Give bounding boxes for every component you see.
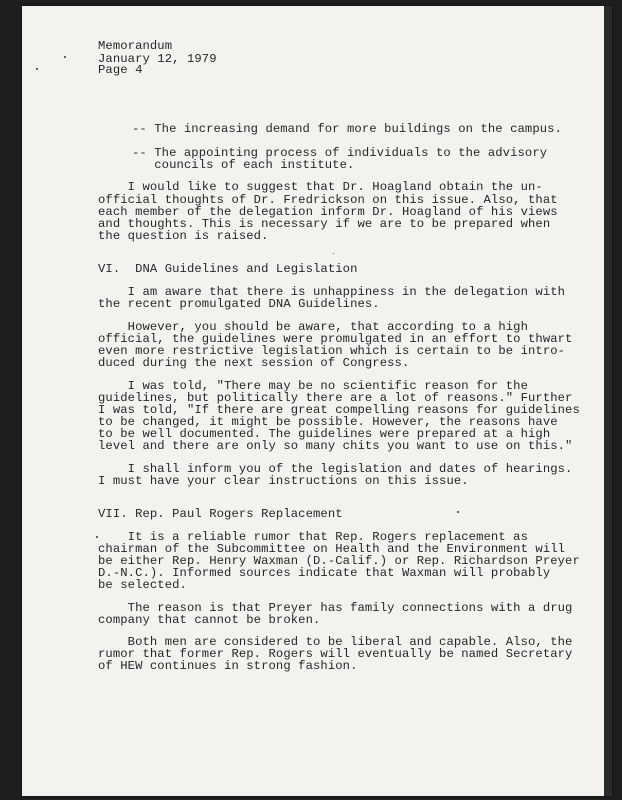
paragraph-line: I would like to suggest that Dr. Hoagland obtain the un- xyxy=(98,180,543,194)
paragraph-line: I am aware that there is unhappiness in the delegation with xyxy=(98,285,566,299)
paragraph-line: I must have your clear instructions on this issue. xyxy=(98,474,469,488)
paragraph-line: rumor that former Rep. Rogers will eventually be named Secretary xyxy=(98,647,573,661)
paragraph-line: the recent promulgated DNA Guidelines. xyxy=(98,297,380,311)
paragraph-line: be either Rep. Henry Waxman (D.-Calif.) or Rep. Richardson Preyer xyxy=(98,554,580,568)
paragraph-line: each member of the delegation inform Dr. Hoagland of his views xyxy=(98,205,558,219)
bullet-continuation: councils of each institute. xyxy=(132,158,355,172)
paragraph-line: Both men are considered to be liberal and capable. Also, the xyxy=(98,635,573,649)
paragraph-line: chairman of the Subcommittee on Health and the Environment will xyxy=(98,542,566,556)
paragraph-line: company that cannot be broken. xyxy=(98,613,321,627)
paragraph-line: to be well documented. The guidelines were prepared at a high xyxy=(98,427,551,441)
bullet-item: -- The appointing process of individuals to the advisory xyxy=(132,146,548,160)
paragraph-line: and thoughts. This is necessary if we are to be prepared when xyxy=(98,217,551,231)
paragraph-line: It is a reliable rumor that Rep. Rogers replacement as xyxy=(98,530,528,544)
paragraph-line: I was told, "There may be no scientific reason for the xyxy=(98,379,528,393)
paragraph-line: of HEW continues in strong fashion. xyxy=(98,659,358,673)
paragraph-line: However, you should be aware, that according to a high xyxy=(98,320,528,334)
paragraph-line: D.-N.C.). Informed sources indicate that Waxman will probably xyxy=(98,566,551,580)
paper-speck xyxy=(64,56,66,58)
memo-title: Memorandum xyxy=(98,39,173,53)
memo-text xyxy=(22,6,580,732)
paragraph-line: to be changed, it might be possible. However, the reasons have xyxy=(98,415,558,429)
paragraph-line: be selected. xyxy=(98,578,187,592)
paragraph-line: The reason is that Preyer has family connections with a drug xyxy=(98,601,573,615)
bullet-item: -- The increasing demand for more buildings on the campus. xyxy=(132,122,562,136)
section-heading: VII. Rep. Paul Rogers Replacement xyxy=(98,507,343,521)
paragraph-line: official thoughts of Dr. Fredrickson on this issue. Also, that xyxy=(98,193,558,207)
paper-speck xyxy=(36,68,38,70)
paragraph-line: guidelines, but politically there are a lot of reasons." Further xyxy=(98,391,573,405)
memo-page-number: Page 4 xyxy=(98,63,143,77)
memo-date: January 12, 1979 xyxy=(98,52,217,66)
paragraph-line: I was told, "If there are great compelling reasons for guidelines xyxy=(98,403,580,417)
paper-speck xyxy=(457,511,459,513)
paragraph-line: I shall inform you of the legislation and dates of hearings. xyxy=(98,462,573,476)
page-edge xyxy=(604,6,612,796)
paragraph-line: official, the guidelines were promulgated in an effort to thwart xyxy=(98,332,573,346)
paragraph-line: the question is raised. xyxy=(98,229,269,243)
paragraph-line: level and there are only so many chits you want to use on this." xyxy=(98,439,573,453)
paper-speck xyxy=(333,253,334,254)
section-heading: VI. DNA Guidelines and Legislation xyxy=(98,262,358,276)
paragraph-line: duced during the next session of Congress. xyxy=(98,356,410,370)
paper-speck xyxy=(96,536,98,538)
document-page xyxy=(22,6,612,796)
paragraph-line: even more restrictive legislation which is certain to be intro- xyxy=(98,344,566,358)
